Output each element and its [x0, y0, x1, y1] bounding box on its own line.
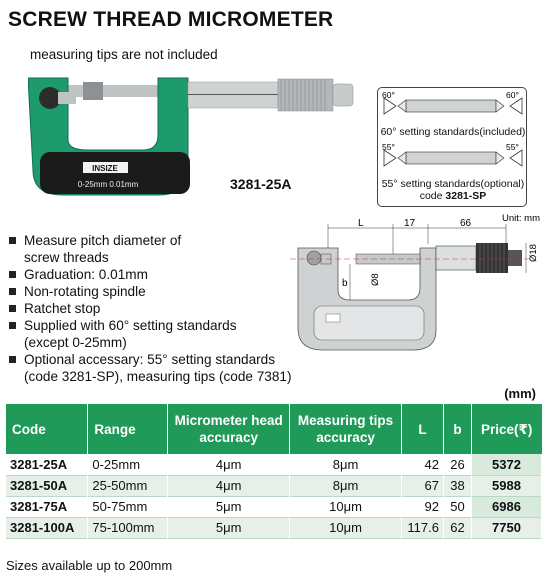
feature-item: Graduation: 0.01mm — [6, 266, 296, 283]
table-cell: 50 — [443, 496, 471, 517]
header-range: Range — [88, 404, 168, 454]
model-label: 3281-25A — [230, 176, 292, 192]
dim-17: 17 — [404, 218, 416, 229]
table-row — [6, 454, 542, 475]
setting-standards-box — [377, 87, 527, 207]
table-cell: 62 — [443, 517, 471, 538]
dim-b: b — [342, 278, 348, 289]
table-cell: 75-100mm — [88, 517, 168, 538]
table-cell: 67 — [402, 475, 444, 496]
brand-text: INSIZE — [92, 164, 118, 173]
angle-60-left: 60° — [382, 90, 395, 100]
table-cell: 3281-25A — [6, 454, 88, 475]
table-cell: 42 — [402, 454, 444, 475]
header-code: Code — [6, 404, 88, 454]
table-cell: 6986 — [471, 496, 541, 517]
feature-item: Ratchet stop — [6, 300, 296, 317]
feature-item: Measure pitch diameter of — [6, 232, 296, 249]
table-cell: 3281-50A — [6, 475, 88, 496]
table-cell: 5988 — [471, 475, 541, 496]
table-cell: 8μm — [290, 454, 402, 475]
standard-55-caption: 55° setting standards(optional) — [381, 178, 525, 190]
table-cell: 50-75mm — [88, 496, 168, 517]
feature-list — [6, 232, 296, 385]
table-cell: 10μm — [290, 496, 402, 517]
table-cell: 8μm — [290, 475, 402, 496]
range-text: 0-25mm 0.01mm — [77, 180, 139, 189]
table-cell: 92 — [402, 496, 444, 517]
header-head-accuracy: Micrometer head accuracy — [168, 404, 290, 454]
table-row — [6, 496, 542, 517]
angle-55-left: 55° — [382, 142, 395, 152]
table-cell: 10μm — [290, 517, 402, 538]
unit-label: Unit: mm — [502, 213, 540, 224]
angle-60-right: 60° — [506, 90, 519, 100]
table-cell: 5372 — [471, 454, 541, 475]
feature-item: (except 0-25mm) — [24, 335, 127, 350]
standard-55-code: 3281-SP — [445, 190, 487, 202]
feature-item: Supplied with 60° setting standards — [6, 317, 296, 334]
table-cell: 26 — [443, 454, 471, 475]
standard-55-code-line — [378, 190, 528, 202]
header-tips-accuracy: Measuring tips accuracy — [290, 404, 402, 454]
micrometer-photo — [28, 70, 358, 205]
feature-item: Non-rotating spindle — [6, 283, 296, 300]
dim-8: Ø8 — [370, 273, 381, 286]
table-cell: 38 — [443, 475, 471, 496]
header-L: L — [402, 404, 444, 454]
table-unit: (mm) — [504, 386, 536, 401]
dim-66: 66 — [460, 218, 472, 229]
table-cell: 3281-100A — [6, 517, 88, 538]
footer-note: Sizes available up to 200mm — [6, 558, 173, 573]
table-row — [6, 475, 542, 496]
feature-item: screw threads — [24, 250, 109, 265]
header-b: b — [443, 404, 471, 454]
table-cell: 0-25mm — [88, 454, 168, 475]
table-cell: 117.6 — [402, 517, 444, 538]
header-price: Price(₹) — [471, 404, 541, 454]
table-row — [6, 517, 542, 538]
feature-item: (code 3281-SP), measuring tips (code 7381) — [24, 369, 292, 384]
table-cell: 5μm — [168, 517, 290, 538]
dim-L: L — [358, 218, 364, 229]
dim-18: Ø18 — [528, 244, 539, 262]
table-cell: 5μm — [168, 496, 290, 517]
dimension-diagram — [288, 210, 548, 370]
table-cell: 3281-75A — [6, 496, 88, 517]
table-cell: 4μm — [168, 475, 290, 496]
standard-60-caption: 60° setting standards(included) — [380, 126, 526, 138]
page-title: SCREW THREAD MICROMETER — [8, 8, 334, 31]
page-subtitle: measuring tips are not included — [30, 47, 218, 62]
table-cell: 25-50mm — [88, 475, 168, 496]
table-cell: 7750 — [471, 517, 541, 538]
table-header-row — [6, 404, 542, 454]
feature-item: Optional accessary: 55° setting standards — [6, 351, 296, 368]
spec-table — [6, 404, 542, 539]
table-cell: 4μm — [168, 454, 290, 475]
angle-55-right: 55° — [506, 142, 519, 152]
standard-55-code-prefix: code — [419, 190, 446, 202]
